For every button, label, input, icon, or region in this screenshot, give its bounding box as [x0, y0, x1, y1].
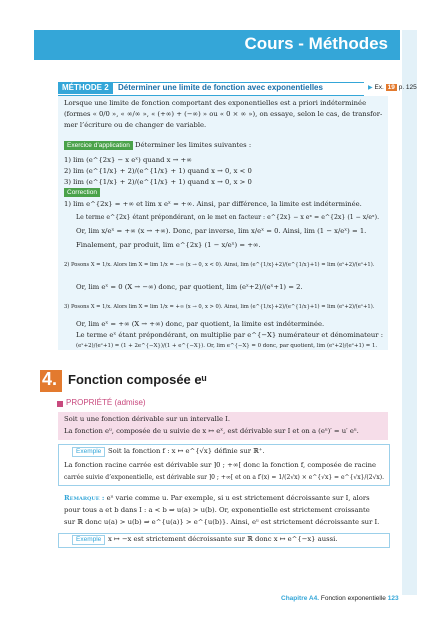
correction-line: Or, lim eˣ = 0 (X → −∞) donc, par quotient, lim (eˣ+2)/(eˣ+1) = 2. [76, 283, 303, 291]
remarque-line: sur ℝ donc u(a) > u(b) ⇒ e^{u(a)} > e^{u(b)}. Ainsi, eᵘ est strictement décroissante sur I. [64, 518, 380, 526]
exemple2-text: x ↦ −x est strictement décroissante sur ℝ donc x ↦ e^{−x} aussi. [108, 535, 338, 543]
correction-line: 2) Posons X = 1/x. Alors lim X = lim 1/x = −∞ (x → 0, x < 0). Ainsi, lim (e^{1/x}+2)/(e^{1/x}+1) = lim (eˣ+2)/(eˣ+1). [64, 262, 375, 268]
footer-chapter: Chapitre A4. [281, 595, 320, 602]
intro-line: Lorsque une limite de fonction comportant des exponentielles est a priori indéterminée [64, 99, 367, 107]
ref-number: 19 [387, 84, 395, 91]
correction-line: Le terme e^{2x} étant prépondérant, on le met en facteur : e^{2x} − x eˣ = e^{2x} (1 − x/eˣ). [76, 214, 380, 221]
remarque-text: eᵘ varie comme u. Par exemple, si u est strictement décroissante sur I, alors [104, 494, 370, 502]
correction-line: 1) lim e^{2x} = +∞ et lim x eˣ = +∞. Ainsi, par différence, la limite est indéterminée. [64, 200, 362, 208]
section-number: 4. [42, 369, 58, 389]
exercise-instruction: Déterminer les limites suivantes : [135, 141, 252, 149]
exemple2-tag: Exemple [72, 535, 105, 545]
page-footer [281, 595, 399, 602]
remarque-line [64, 494, 370, 503]
footer-page: 123 [387, 595, 399, 602]
correction-line: Finalement, par produit, lim e^{2x} (1 − x/eˣ) = +∞. [76, 241, 261, 249]
exercise-item: 2) lim (e^{1/x} + 2)/(e^{1/x} + 1) quand x → 0, x < 0 [64, 167, 252, 175]
correction-line: Or, lim eˣ = +∞ (X → +∞) donc, par quotient, la limite est indéterminée. [76, 320, 325, 328]
exemple-line: La fonction racine carrée est dérivable sur ]0 ; +∞[ donc la fonction f, composée de racine [64, 461, 377, 469]
triangle-right-icon: ▶ [368, 85, 373, 91]
chapter-header [34, 30, 400, 60]
correction-line: (eˣ+2)/(eˣ+1) = (1 + 2e^{−X})/(1 + e^{−X}). Or, lim e^{−X} = 0 donc, par quotient, lim (eˣ+2)/(eˣ+1) = 1. [76, 343, 378, 349]
correction-line: Le terme eˣ étant prépondérant, on multiplie par e^{−X} numérateur et dénominateur : [76, 331, 384, 339]
methode-tag: MÉTHODE 2 [58, 82, 113, 94]
correction-line: Or, lim x/eˣ = +∞ (x → +∞). Donc, par inverse, lim x/eˣ = 0. Ainsi, lim (1 − x/eˣ) = 1. [76, 227, 367, 235]
exemple-line: carrée suivie d’exponentielle, est dérivable sur ]0 ; +∞[ et on a f′(x) = 1/(2√x) × e^{√x} = e^{√x}/(2√x). [64, 474, 385, 481]
propriete-line: La fonction eᵘ, composée de u suivie de x ↦ eˣ, est dérivable sur I et on a (eᵘ)′ = u′ eᵘ. [64, 427, 359, 435]
exemple-line: Soit la fonction f : x ↦ e^{√x} définie sur ℝ⁺. [108, 447, 265, 455]
remarque-label: Remarque : [64, 494, 105, 502]
ref-prefix: Ex. [374, 84, 384, 91]
methode-title: Déterminer une limite de fonction avec exponentielles [118, 83, 323, 92]
ref-page: p. 125 [398, 84, 417, 91]
propriete-label: PROPRIÉTÉ (admise) [66, 398, 146, 407]
header-title: Cours - Méthodes [244, 34, 388, 53]
section-title: Fonction composée eᵘ [68, 372, 207, 387]
correction-tag: Correction [64, 188, 100, 197]
exercise-item: 3) lim (e^{1/x} + 2)/(e^{1/x} + 1) quand x → 0, x > 0 [64, 178, 252, 186]
exercise-item: 1) lim (e^{2x} − x eˣ) quand x → +∞ [64, 156, 192, 164]
remarque-line: pour tous a et b dans I : a < b ⇒ u(a) > u(b). Or, exponentielle est strictement croissante [64, 506, 370, 514]
exercise-tag: Exercice d’application [64, 141, 133, 150]
correction-line: 3) Posons X = 1/x. Alors lim X = lim 1/x = +∞ (x → 0, x > 0). Ainsi, lim (e^{1/x}+2)/(e^{1/x}+1) = lim (eˣ+2)/(eˣ+1). [64, 304, 375, 310]
page-side-band [402, 30, 417, 595]
propriete-line: Soit u une fonction dérivable sur un intervalle I. [64, 415, 231, 423]
exercise-reference[interactable] [368, 82, 417, 94]
intro-line: mer l’écriture ou de changer de variable. [64, 121, 207, 129]
exemple-tag: Exemple [72, 447, 105, 457]
intro-line: (formes « 0/0 », « ∞/∞ », « (+∞) + (−∞) » ou « 0 × ∞ »), on essaye, selon le cas, de transfor- [64, 110, 383, 118]
square-bullet-icon [57, 401, 63, 407]
footer-title: Fonction exponentielle [320, 595, 386, 602]
